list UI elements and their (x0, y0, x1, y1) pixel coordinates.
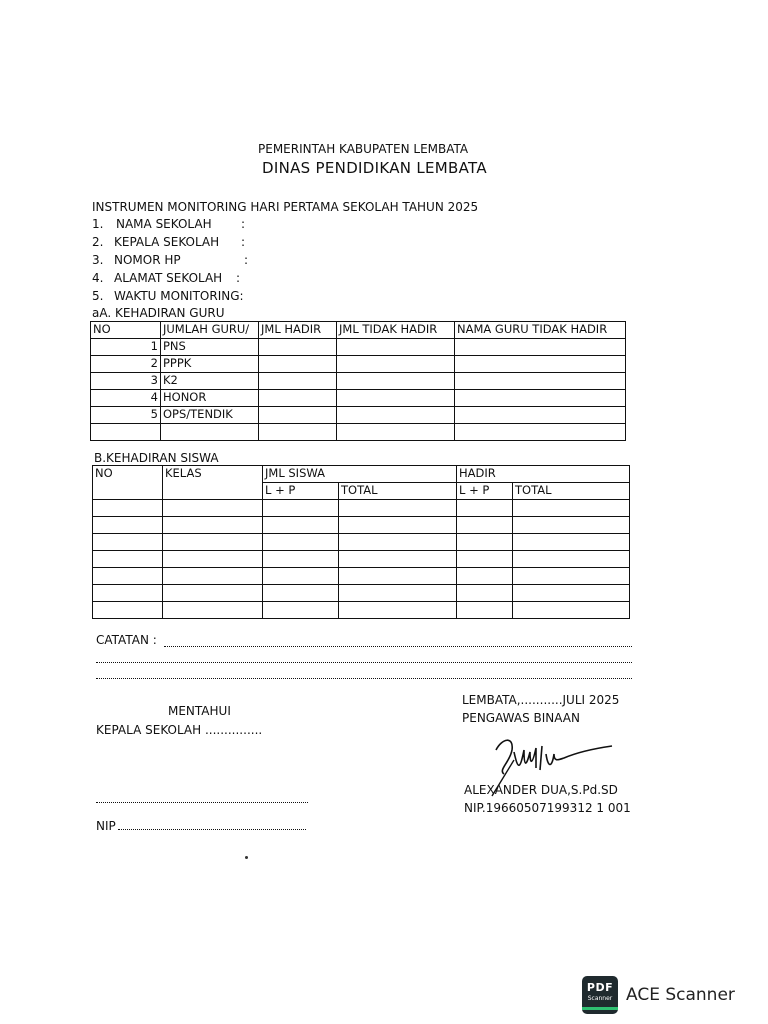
empty-cell (457, 500, 513, 517)
empty-cell (457, 602, 513, 619)
field-no: 3. (92, 253, 104, 267)
row-number: 4 (91, 390, 161, 407)
header-line1: PEMERINTAH KABUPATEN LEMBATA (258, 142, 469, 156)
empty-cell (339, 517, 457, 534)
instrument-title: INSTRUMEN MONITORING HARI PERTAMA SEKOLAH TAHUN 2025 (92, 200, 479, 214)
scan-speck (245, 856, 248, 859)
empty-cell (339, 534, 457, 551)
student-attendance-table (92, 465, 630, 619)
teacher-type: PNS (161, 339, 259, 356)
table-row (93, 551, 630, 568)
empty-cell (93, 534, 163, 551)
empty-cell (263, 500, 339, 517)
empty-cell (513, 551, 630, 568)
principal-name-line (96, 802, 308, 803)
notes-dotted-line (164, 646, 632, 647)
empty-cell (339, 551, 457, 568)
row-number: 5 (91, 407, 161, 424)
empty-cell (163, 551, 263, 568)
header-cell: NO (91, 322, 161, 339)
field-no: 4. (92, 271, 104, 285)
table-row (91, 407, 626, 424)
teacher-type: PPPK (161, 356, 259, 373)
empty-cell (93, 500, 163, 517)
header-cell: NAMA GURU TIDAK HADIR (455, 322, 626, 339)
row-number: 3 (91, 373, 161, 390)
empty-cell (337, 339, 455, 356)
field-colon: : (244, 253, 249, 267)
principal-nip-label: NIP (96, 819, 116, 833)
empty-cell (513, 534, 630, 551)
teacher-type: OPS/TENDIK (161, 407, 259, 424)
header-cell: JML HADIR (259, 322, 337, 339)
header-line2: DINAS PENDIDIKAN LEMBATA (262, 159, 487, 177)
empty-cell (163, 500, 263, 517)
pdf-scanner-logo-icon: PDF Scanner (582, 976, 618, 1014)
empty-cell (457, 517, 513, 534)
field-colon: : (241, 235, 246, 249)
empty-cell (455, 373, 626, 390)
table-row (91, 390, 626, 407)
teacher-type: K2 (161, 373, 259, 390)
table-row (93, 517, 630, 534)
field-no: 5. (92, 289, 104, 303)
field-colon: : (241, 217, 246, 231)
notes-dotted-line (96, 678, 632, 679)
row-number: 1 (91, 339, 161, 356)
empty-cell (259, 356, 337, 373)
empty-cell (161, 424, 259, 441)
header-cell: NO (93, 466, 163, 500)
empty-cell (259, 424, 337, 441)
empty-cell (513, 517, 630, 534)
teacher-type: HONOR (161, 390, 259, 407)
empty-cell (337, 407, 455, 424)
empty-cell (339, 585, 457, 602)
field-label: KEPALA SEKOLAH (114, 235, 220, 249)
empty-cell (259, 339, 337, 356)
row-number: 2 (91, 356, 161, 373)
table-row (91, 424, 626, 441)
field-label: ALAMAT SEKOLAH (114, 271, 223, 285)
empty-cell (455, 390, 626, 407)
empty-cell (337, 424, 455, 441)
empty-cell (513, 602, 630, 619)
table-row (93, 585, 630, 602)
empty-cell (455, 339, 626, 356)
header-cell: JUMLAH GURU/ (161, 322, 259, 339)
notes-dotted-line (96, 662, 632, 663)
empty-cell (339, 500, 457, 517)
empty-cell (337, 390, 455, 407)
empty-cell (259, 373, 337, 390)
empty-cell (93, 568, 163, 585)
subheader-cell: L + P (263, 483, 339, 500)
acknowledged-label: MENTAHUI (168, 704, 231, 718)
empty-cell (163, 602, 263, 619)
empty-cell (91, 424, 161, 441)
principal-label: KEPALA SEKOLAH ............... (96, 723, 263, 737)
subheader-cell: L + P (457, 483, 513, 500)
field-label: NOMOR HP (114, 253, 181, 267)
empty-cell (93, 602, 163, 619)
table-header-row (93, 466, 630, 483)
empty-cell (163, 568, 263, 585)
table-row (93, 534, 630, 551)
header-cell: JML SISWA (263, 466, 457, 483)
section-a-title: aA. KEHADIRAN GURU (92, 306, 225, 320)
empty-cell (163, 585, 263, 602)
empty-cell (455, 356, 626, 373)
scanner-watermark (582, 976, 735, 1014)
field-no: 2. (92, 235, 104, 249)
empty-cell (513, 585, 630, 602)
table-header-row (91, 322, 626, 339)
empty-cell (339, 568, 457, 585)
table-row (91, 356, 626, 373)
empty-cell (337, 356, 455, 373)
empty-cell (259, 407, 337, 424)
principal-nip-line (118, 829, 306, 830)
empty-cell (93, 517, 163, 534)
supervisor-role: PENGAWAS BINAAN (462, 711, 580, 725)
empty-cell (263, 534, 339, 551)
empty-cell (263, 517, 339, 534)
subheader-cell: TOTAL (513, 483, 630, 500)
empty-cell (263, 602, 339, 619)
field-label: NAMA SEKOLAH (116, 217, 212, 231)
empty-cell (455, 407, 626, 424)
empty-cell (263, 585, 339, 602)
empty-cell (513, 568, 630, 585)
place-date: LEMBATA,...........JULI 2025 (462, 693, 620, 707)
empty-cell (513, 500, 630, 517)
field-no: 1. (92, 217, 104, 231)
header-cell: KELAS (163, 466, 263, 500)
teacher-attendance-table (90, 321, 626, 441)
table-row (93, 602, 630, 619)
supervisor-nip: NIP.19660507199312 1 001 (464, 801, 631, 815)
empty-cell (263, 551, 339, 568)
section-b-title: B.KEHADIRAN SISWA (94, 451, 219, 465)
empty-cell (93, 585, 163, 602)
supervisor-name: ALEXANDER DUA,S.Pd.SD (464, 783, 618, 797)
scanner-app-name: ACE Scanner (626, 985, 735, 1005)
empty-cell (259, 390, 337, 407)
empty-cell (263, 568, 339, 585)
empty-cell (457, 568, 513, 585)
table-row (91, 339, 626, 356)
field-colon: : (236, 271, 241, 285)
empty-cell (337, 373, 455, 390)
empty-cell (163, 534, 263, 551)
empty-cell (163, 517, 263, 534)
empty-cell (455, 424, 626, 441)
header-cell: HADIR (457, 466, 630, 483)
empty-cell (457, 585, 513, 602)
empty-cell (93, 551, 163, 568)
table-row (91, 373, 626, 390)
table-row (93, 568, 630, 585)
empty-cell (457, 551, 513, 568)
table-row (93, 500, 630, 517)
subheader-cell: TOTAL (339, 483, 457, 500)
field-label: WAKTU MONITORING: (114, 289, 244, 303)
empty-cell (457, 534, 513, 551)
header-cell: JML TIDAK HADIR (337, 322, 455, 339)
notes-label: CATATAN : (96, 633, 157, 647)
empty-cell (339, 602, 457, 619)
